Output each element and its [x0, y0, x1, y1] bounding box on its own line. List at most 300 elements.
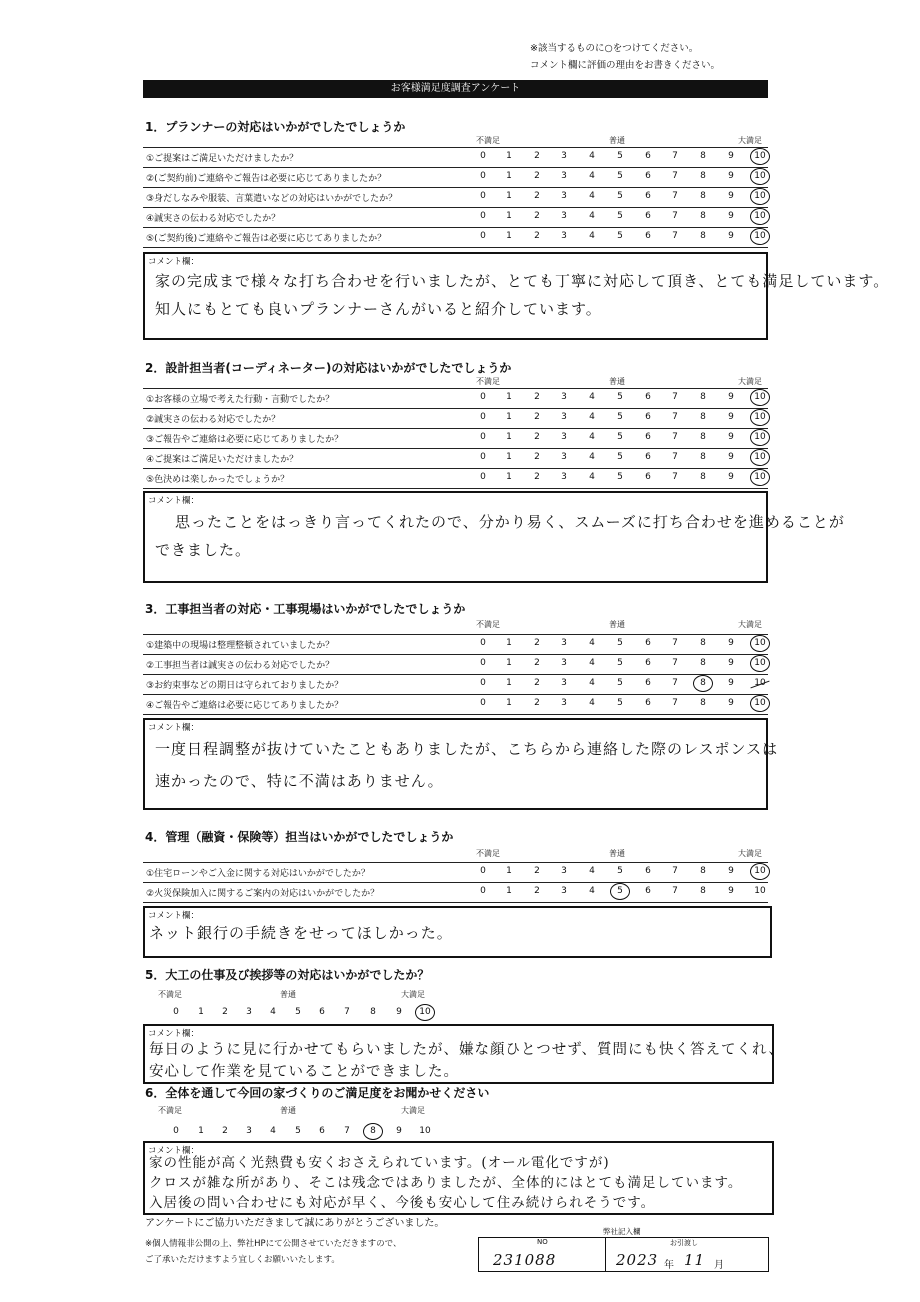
rating-option-8[interactable]: 8 [700, 151, 706, 161]
rating-option-3[interactable]: 3 [561, 412, 567, 422]
rating-option-6[interactable]: 6 [645, 866, 651, 876]
rating-option-3[interactable]: 3 [561, 392, 567, 402]
rating-option-0[interactable]: 0 [480, 866, 486, 876]
scale-mid-label: 普通 [280, 990, 296, 999]
rating-option-5[interactable]: 5 [617, 191, 623, 201]
rating-option-1[interactable]: 1 [506, 698, 512, 708]
rating-option-9[interactable]: 9 [728, 171, 734, 181]
rating-option-1[interactable]: 1 [506, 886, 512, 896]
comment-line: 毎日のように見に行かせてもらいましたが、嫌な顔ひとつせず、質問にも快く答えてくれ、 [149, 1042, 784, 1058]
comment-line: クロスが雑な所があり、そこは残念ではありましたが、全体的にはとても満足しています。 [149, 1175, 743, 1191]
rating-option-10[interactable]: 10 [419, 1126, 431, 1136]
rating-option-5[interactable]: 5 [617, 886, 623, 896]
rating-option-0[interactable]: 0 [480, 231, 486, 241]
rating-option-7[interactable]: 7 [672, 211, 678, 221]
rating-option-8[interactable]: 8 [700, 231, 706, 241]
survey-title-banner: お客様満足度調査アンケート [143, 80, 768, 98]
rating-option-6[interactable]: 6 [645, 392, 651, 402]
rating-option-7[interactable]: 7 [672, 432, 678, 442]
scale-low-label: 不満足 [476, 136, 500, 145]
rating-option-7[interactable]: 7 [344, 1126, 350, 1136]
no-value: 231088 [493, 1251, 557, 1269]
office-use-box [478, 1228, 768, 1272]
rating-option-2[interactable]: 2 [534, 678, 540, 688]
rating-option-4[interactable]: 4 [270, 1126, 276, 1136]
question-text: ③ご報告やご連絡は必要に応じてありましたか？ [146, 435, 344, 445]
rating-option-0[interactable]: 0 [480, 432, 486, 442]
rating-option-2[interactable]: 2 [534, 211, 540, 221]
rating-option-9[interactable]: 9 [728, 866, 734, 876]
comment-label: コメント欄： [148, 496, 200, 506]
rating-option-1[interactable]: 1 [506, 432, 512, 442]
rating-option-0[interactable]: 0 [480, 392, 486, 402]
scale-mid-label: 普通 [609, 377, 625, 386]
rating-option-2[interactable]: 2 [534, 151, 540, 161]
comment-box-1[interactable] [143, 252, 890, 340]
question-row [143, 207, 768, 227]
rating-option-2[interactable]: 2 [534, 412, 540, 422]
rating-option-4[interactable]: 4 [589, 171, 595, 181]
rating-option-10[interactable]: 10 [754, 412, 766, 422]
rating-option-1[interactable]: 1 [506, 151, 512, 161]
rating-option-0[interactable]: 0 [480, 452, 486, 462]
scale-high-label: 大満足 [738, 377, 762, 386]
rating-option-4[interactable]: 4 [589, 191, 595, 201]
rating-option-9[interactable]: 9 [728, 231, 734, 241]
rating-option-7[interactable]: 7 [672, 231, 678, 241]
instructions [530, 40, 720, 74]
rating-option-7[interactable]: 7 [672, 678, 678, 688]
rating-option-2[interactable]: 2 [534, 886, 540, 896]
rating-option-3[interactable]: 3 [246, 1126, 252, 1136]
rating-option-5[interactable]: 5 [295, 1007, 301, 1017]
rating-option-3[interactable]: 3 [561, 171, 567, 181]
delivery-month: 11 [684, 1251, 706, 1269]
scale-mid-label: 普通 [609, 849, 625, 858]
question-text: ④誠実さの伝わる対応でしたか？ [146, 214, 281, 224]
comment-label: コメント欄： [148, 1029, 200, 1039]
rating-option-9[interactable]: 9 [396, 1007, 402, 1017]
rating-option-3[interactable]: 3 [561, 472, 567, 482]
section-5-title: 5．大工の仕事及び挨拶等の対応はいかがでしたか？ [145, 968, 430, 982]
question-row [143, 227, 768, 248]
rating-option-8[interactable]: 8 [700, 638, 706, 648]
rating-option-10[interactable]: 10 [754, 678, 766, 688]
rating-option-10[interactable]: 10 [754, 886, 766, 896]
rating-option-3[interactable]: 3 [561, 866, 567, 876]
rating-option-6[interactable]: 6 [645, 658, 651, 668]
rating-option-9[interactable]: 9 [728, 472, 734, 482]
rating-option-5[interactable]: 5 [617, 392, 623, 402]
comment-box-5[interactable] [143, 1024, 784, 1084]
selected-rating-circle [750, 863, 770, 880]
rating-option-4[interactable]: 4 [589, 211, 595, 221]
question-row [143, 187, 768, 207]
scale-mid-label: 普通 [609, 620, 625, 629]
rating-option-0[interactable]: 0 [480, 886, 486, 896]
rating-option-8[interactable]: 8 [700, 472, 706, 482]
rating-option-9[interactable]: 9 [728, 412, 734, 422]
rating-option-8[interactable]: 8 [700, 866, 706, 876]
delivery-label: お引渡し [670, 1239, 698, 1247]
question-text: ②火災保険加入に関するご案内の対応はいかがでしたか？ [146, 889, 380, 899]
rating-option-7[interactable]: 7 [672, 472, 678, 482]
scale-low-label: 不満足 [158, 990, 182, 999]
comment-line: 安心して作業を見ていることができました。 [149, 1064, 459, 1080]
rating-option-5[interactable]: 5 [617, 432, 623, 442]
rating-option-0[interactable]: 0 [480, 191, 486, 201]
question-row [143, 388, 768, 408]
rating-option-2[interactable]: 2 [534, 231, 540, 241]
rating-option-3[interactable]: 3 [561, 211, 567, 221]
rating-option-7[interactable]: 7 [672, 866, 678, 876]
comment-line: ネット銀行の手続きをせってほしかった。 [149, 924, 453, 942]
question-row [143, 167, 768, 187]
rating-option-3[interactable]: 3 [561, 191, 567, 201]
rating-option-3[interactable]: 3 [561, 151, 567, 161]
rating-option-9[interactable]: 9 [728, 452, 734, 462]
year-unit: 年 [664, 1260, 674, 1271]
rating-option-1[interactable]: 1 [198, 1007, 204, 1017]
comment-line: 一度日程調整が抜けていたこともありましたが、こちらから連絡した際のレスポンスは [155, 740, 779, 758]
rating-option-6[interactable]: 6 [645, 472, 651, 482]
selected-rating-circle [415, 1004, 435, 1021]
rating-option-7[interactable]: 7 [672, 412, 678, 422]
rating-option-10[interactable]: 10 [754, 638, 766, 648]
selected-rating-circle [750, 228, 770, 245]
rating-option-4[interactable]: 4 [589, 472, 595, 482]
scale-mid-label: 普通 [280, 1106, 296, 1115]
rating-option-6[interactable]: 6 [645, 151, 651, 161]
rating-option-3[interactable]: 3 [561, 432, 567, 442]
rating-option-7[interactable]: 7 [672, 698, 678, 708]
rating-option-2[interactable]: 2 [534, 698, 540, 708]
selected-rating-circle [363, 1123, 383, 1140]
rating-option-0[interactable]: 0 [480, 211, 486, 221]
rating-option-7[interactable]: 7 [344, 1007, 350, 1017]
rating-option-2[interactable]: 2 [534, 866, 540, 876]
rating-option-4[interactable]: 4 [589, 151, 595, 161]
rating-option-8[interactable]: 8 [700, 678, 706, 688]
rating-option-3[interactable]: 3 [561, 638, 567, 648]
question-text: ①建築中の現場は整理整頓されていましたか？ [146, 641, 335, 651]
comment-label: コメント欄： [148, 911, 200, 921]
comment-line: 速かったので、特に不満はありません。 [155, 772, 444, 790]
rating-option-1[interactable]: 1 [506, 412, 512, 422]
rating-option-6[interactable]: 6 [645, 412, 651, 422]
rating-option-1[interactable]: 1 [506, 392, 512, 402]
rating-option-4[interactable]: 4 [589, 698, 595, 708]
rating-option-3[interactable]: 3 [246, 1007, 252, 1017]
rating-option-5[interactable]: 5 [295, 1126, 301, 1136]
rating-option-4[interactable]: 4 [589, 638, 595, 648]
rating-option-5[interactable]: 5 [617, 151, 623, 161]
rating-option-0[interactable]: 0 [173, 1126, 179, 1136]
comment-box-3[interactable] [143, 718, 779, 810]
question-text: ①住宅ローンやご入金に関する対応はいかがでしたか？ [146, 869, 370, 879]
rating-option-6[interactable]: 6 [645, 231, 651, 241]
comment-box-4[interactable] [143, 906, 772, 958]
scale-high-label: 大満足 [738, 136, 762, 145]
comment-line: 思ったことをはっきり言ってくれたので、分かり易く、スムーズに打ち合わせを進めることが [175, 513, 845, 531]
question-row [143, 408, 768, 428]
question-text: ①ご提案はご満足いただけましたか？ [146, 154, 299, 164]
rating-option-0[interactable]: 0 [480, 658, 486, 668]
rating-option-8[interactable]: 8 [700, 658, 706, 668]
rating-option-8[interactable]: 8 [700, 452, 706, 462]
rating-option-6[interactable]: 6 [645, 638, 651, 648]
section-5-scale-row [0, 1004, 460, 1022]
rating-option-7[interactable]: 7 [672, 392, 678, 402]
rating-option-10[interactable]: 10 [754, 171, 766, 181]
rating-option-1[interactable]: 1 [506, 866, 512, 876]
rating-option-6[interactable]: 6 [319, 1007, 325, 1017]
comment-label: コメント欄： [148, 1146, 200, 1156]
rating-option-9[interactable]: 9 [728, 191, 734, 201]
scale-low-label: 不満足 [476, 849, 500, 858]
rating-option-1[interactable]: 1 [506, 472, 512, 482]
rating-option-2[interactable]: 2 [534, 191, 540, 201]
section-6-title: 6．全体を通して今回の家づくりのご満足度をお聞かせください [145, 1086, 490, 1100]
rating-option-4[interactable]: 4 [589, 886, 595, 896]
rating-option-0[interactable]: 0 [480, 151, 486, 161]
rating-option-9[interactable]: 9 [728, 151, 734, 161]
no-label: NO [537, 1238, 548, 1246]
rating-option-0[interactable]: 0 [480, 678, 486, 688]
comment-label: コメント欄： [148, 257, 200, 267]
rating-option-4[interactable]: 4 [589, 866, 595, 876]
rating-option-9[interactable]: 9 [728, 658, 734, 668]
rating-option-2[interactable]: 2 [534, 658, 540, 668]
rating-option-5[interactable]: 5 [617, 452, 623, 462]
rating-option-6[interactable]: 6 [645, 211, 651, 221]
rating-option-4[interactable]: 4 [589, 452, 595, 462]
selected-rating-circle [750, 449, 770, 466]
rating-option-8[interactable]: 8 [700, 432, 706, 442]
rating-option-4[interactable]: 4 [589, 231, 595, 241]
scale-high-label: 大満足 [738, 620, 762, 629]
rating-option-6[interactable]: 6 [645, 886, 651, 896]
rating-option-10[interactable]: 10 [754, 231, 766, 241]
rating-option-6[interactable]: 6 [645, 678, 651, 688]
selected-rating-circle [750, 429, 770, 446]
rating-option-3[interactable]: 3 [561, 678, 567, 688]
rating-option-3[interactable]: 3 [561, 452, 567, 462]
rating-option-10[interactable]: 10 [754, 151, 766, 161]
rating-option-8[interactable]: 8 [700, 211, 706, 221]
rating-option-2[interactable]: 2 [534, 392, 540, 402]
rating-option-8[interactable]: 8 [700, 392, 706, 402]
rating-option-3[interactable]: 3 [561, 698, 567, 708]
rating-option-4[interactable]: 4 [589, 432, 595, 442]
rating-option-7[interactable]: 7 [672, 191, 678, 201]
rating-option-10[interactable]: 10 [419, 1007, 431, 1017]
selected-rating-circle [750, 188, 770, 205]
rating-option-2[interactable]: 2 [534, 171, 540, 181]
question-row [143, 468, 768, 489]
rating-option-1[interactable]: 1 [506, 678, 512, 688]
rating-option-3[interactable]: 3 [561, 658, 567, 668]
rating-option-2[interactable]: 2 [534, 432, 540, 442]
rating-option-4[interactable]: 4 [270, 1007, 276, 1017]
rating-option-7[interactable]: 7 [672, 886, 678, 896]
rating-option-0[interactable]: 0 [480, 412, 486, 422]
rating-option-0[interactable]: 0 [480, 171, 486, 181]
question-text: ⑤色決めは楽しかったでしょうか？ [146, 475, 290, 485]
question-text: ②(ご契約前)ご連絡やご報告は必要に応じてありましたか？ [146, 174, 387, 184]
selected-rating-circle [750, 148, 770, 165]
rating-option-6[interactable]: 6 [645, 432, 651, 442]
rating-option-1[interactable]: 1 [198, 1126, 204, 1136]
rating-option-5[interactable]: 5 [617, 472, 623, 482]
rating-option-1[interactable]: 1 [506, 211, 512, 221]
rating-option-7[interactable]: 7 [672, 171, 678, 181]
privacy-note-line-1: ※個人情報非公開の上、弊社HPにて公開させていただきますので、 [145, 1239, 402, 1249]
question-text: ⑤(ご契約後)ご連絡やご報告は必要に応じてありましたか？ [146, 234, 387, 244]
selected-rating-circle [750, 389, 770, 406]
rating-option-4[interactable]: 4 [589, 412, 595, 422]
rating-option-5[interactable]: 5 [617, 638, 623, 648]
rating-option-3[interactable]: 3 [561, 886, 567, 896]
comment-line: 知人にもとても良いプランナーさんがいると紹介しています。 [155, 300, 602, 318]
rating-option-7[interactable]: 7 [672, 638, 678, 648]
rating-option-5[interactable]: 5 [617, 231, 623, 241]
question-text: ④ご提案はご満足いただけましたか？ [146, 455, 299, 465]
rating-option-7[interactable]: 7 [672, 452, 678, 462]
rating-option-9[interactable]: 9 [728, 392, 734, 402]
question-text: ③身だしなみや服装、言葉遣いなどの対応はいかがでしたか？ [146, 194, 398, 204]
comment-line: 入居後の問い合わせにも対応が早く、今後も安心して住み続けられそうです。 [149, 1195, 656, 1211]
rating-option-9[interactable]: 9 [728, 886, 734, 896]
rating-option-9[interactable]: 9 [728, 211, 734, 221]
rating-option-5[interactable]: 5 [617, 412, 623, 422]
rating-option-10[interactable]: 10 [754, 191, 766, 201]
rating-option-1[interactable]: 1 [506, 452, 512, 462]
question-row [143, 694, 768, 715]
rating-option-10[interactable]: 10 [754, 392, 766, 402]
comment-box-2[interactable] [143, 491, 845, 583]
selected-rating-circle [750, 635, 770, 652]
rating-option-8[interactable]: 8 [700, 191, 706, 201]
scale-high-label: 大満足 [401, 990, 425, 999]
rating-option-5[interactable]: 5 [617, 678, 623, 688]
question-row [143, 674, 768, 694]
rating-option-8[interactable]: 8 [700, 698, 706, 708]
delivery-year: 2023 [616, 1251, 659, 1269]
rating-option-5[interactable]: 5 [617, 698, 623, 708]
comment-line: 家の完成まで様々な打ち合わせを行いましたが、とても丁寧に対応して頂き、とても満足しています。 [155, 272, 890, 290]
delivery-cell [605, 1237, 769, 1272]
rating-option-0[interactable]: 0 [480, 472, 486, 482]
section-3-title: 3．工事担当者の対応・工事現場はいかがでしたでしょうか [145, 602, 466, 616]
rating-option-10[interactable]: 10 [754, 211, 766, 221]
question-row [143, 654, 768, 674]
rating-option-8[interactable]: 8 [370, 1126, 376, 1136]
scale-low-label: 不満足 [476, 377, 500, 386]
rating-option-0[interactable]: 0 [480, 698, 486, 708]
rating-option-9[interactable]: 9 [396, 1126, 402, 1136]
rating-option-9[interactable]: 9 [728, 432, 734, 442]
question-row [143, 862, 768, 882]
rating-option-5[interactable]: 5 [617, 658, 623, 668]
rating-option-10[interactable]: 10 [754, 698, 766, 708]
rating-option-2[interactable]: 2 [534, 638, 540, 648]
rating-option-6[interactable]: 6 [645, 452, 651, 462]
rating-option-10[interactable]: 10 [754, 866, 766, 876]
comment-box-6[interactable] [143, 1141, 774, 1215]
question-row [143, 448, 768, 468]
selected-rating-circle [610, 883, 630, 900]
selected-rating-circle [750, 469, 770, 486]
rating-option-8[interactable]: 8 [370, 1007, 376, 1017]
rating-option-4[interactable]: 4 [589, 658, 595, 668]
thanks-message: アンケートにご協力いただきまして誠にありがとうございました。 [145, 1218, 445, 1229]
selected-rating-circle [693, 675, 713, 692]
rating-option-1[interactable]: 1 [506, 191, 512, 201]
rating-option-9[interactable]: 9 [728, 638, 734, 648]
rating-option-6[interactable]: 6 [645, 171, 651, 181]
rating-option-6[interactable]: 6 [319, 1126, 325, 1136]
rating-option-5[interactable]: 5 [617, 211, 623, 221]
rating-option-8[interactable]: 8 [700, 886, 706, 896]
rating-option-9[interactable]: 9 [728, 678, 734, 688]
month-unit: 月 [714, 1260, 724, 1271]
no-cell [478, 1237, 606, 1272]
rating-option-10[interactable]: 10 [754, 658, 766, 668]
section-1-title: 1．プランナーの対応はいかがでしたでしょうか [145, 120, 406, 134]
question-row [143, 882, 768, 903]
rating-option-8[interactable]: 8 [700, 412, 706, 422]
privacy-note-line-2: ご了承いただけますよう宜しくお願いいたします。 [145, 1255, 340, 1265]
scale-high-label: 大満足 [401, 1106, 425, 1115]
rating-option-6[interactable]: 6 [645, 191, 651, 201]
selected-rating-circle [750, 168, 770, 185]
rating-option-10[interactable]: 10 [754, 452, 766, 462]
rating-option-4[interactable]: 4 [589, 392, 595, 402]
rating-option-8[interactable]: 8 [700, 171, 706, 181]
rating-option-3[interactable]: 3 [561, 231, 567, 241]
rating-option-7[interactable]: 7 [672, 151, 678, 161]
office-use-header: 弊社記入欄 [603, 1227, 641, 1236]
scale-low-label: 不満足 [476, 620, 500, 629]
rating-option-5[interactable]: 5 [617, 171, 623, 181]
rating-option-1[interactable]: 1 [506, 231, 512, 241]
rating-option-1[interactable]: 1 [506, 638, 512, 648]
rating-option-6[interactable]: 6 [645, 698, 651, 708]
scale-mid-label: 普通 [609, 136, 625, 145]
rating-option-7[interactable]: 7 [672, 658, 678, 668]
rating-option-9[interactable]: 9 [728, 698, 734, 708]
comment-line: できました。 [155, 541, 252, 559]
rating-option-10[interactable]: 10 [754, 472, 766, 482]
rating-option-1[interactable]: 1 [506, 658, 512, 668]
rating-option-2[interactable]: 2 [222, 1126, 228, 1136]
question-row [143, 147, 768, 167]
rating-option-2[interactable]: 2 [534, 472, 540, 482]
rating-option-2[interactable]: 2 [534, 452, 540, 462]
rating-option-4[interactable]: 4 [589, 678, 595, 688]
rating-option-0[interactable]: 0 [480, 638, 486, 648]
rating-option-0[interactable]: 0 [173, 1007, 179, 1017]
section-4-title: 4．管理（融資・保険等）担当はいかがでしたでしょうか [145, 830, 454, 844]
rating-option-10[interactable]: 10 [754, 432, 766, 442]
selected-rating-circle [750, 655, 770, 672]
rating-option-2[interactable]: 2 [222, 1007, 228, 1017]
rating-option-5[interactable]: 5 [617, 866, 623, 876]
rating-option-1[interactable]: 1 [506, 171, 512, 181]
comment-label: コメント欄： [148, 723, 200, 733]
question-text: ①お客様の立場で考えた行動・言動でしたか？ [146, 395, 335, 405]
